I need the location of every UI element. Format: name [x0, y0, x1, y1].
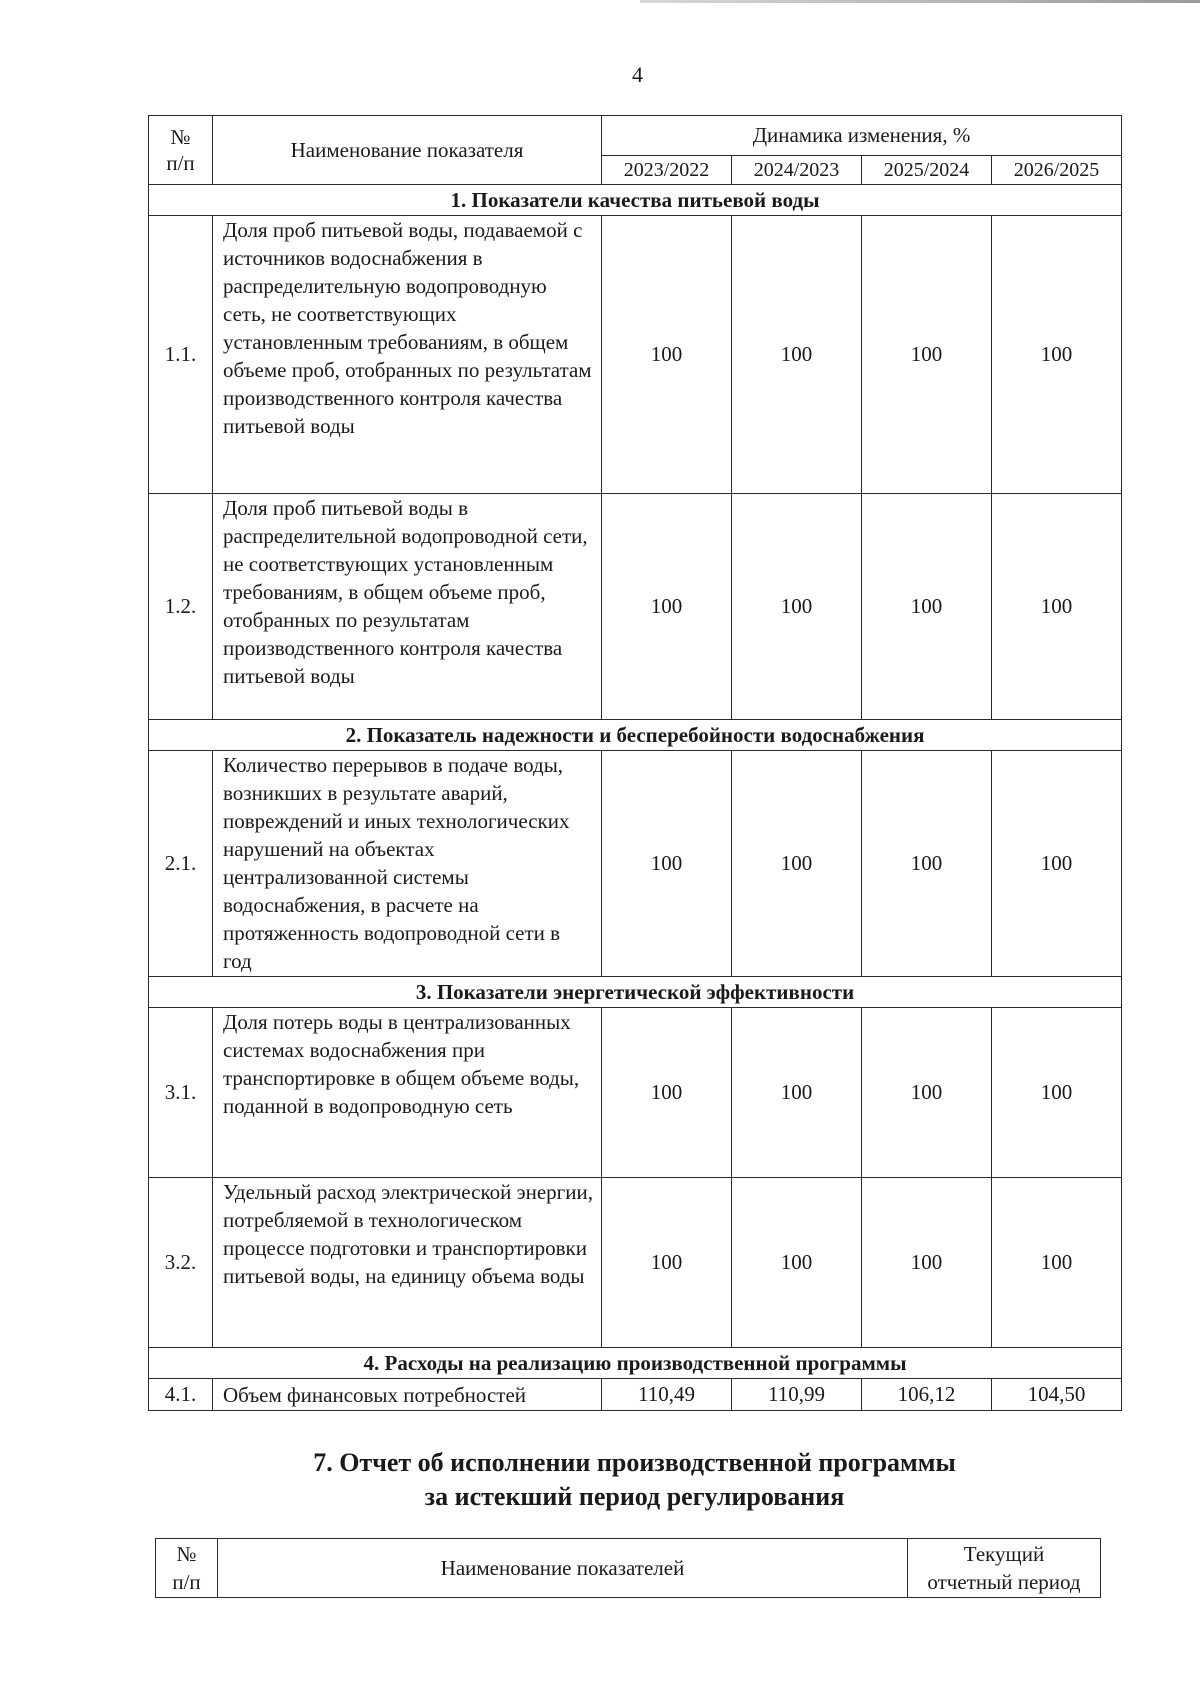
section-row — [149, 185, 1122, 216]
section-7-title-line1: 7. Отчет об исполнении производственной программы — [313, 1448, 956, 1477]
row-value: 106,12 — [862, 1379, 992, 1411]
row-value: 100 — [992, 751, 1122, 977]
row-value: 100 — [602, 751, 732, 977]
header-name: Наименование показателя — [213, 116, 602, 185]
indicators-table — [148, 115, 1122, 1411]
row-name: Количество перерывов в подаче воды, возникших в результате аварий, повреждений и иных технологических нарушений на объектах централизованной системы водоснабжения, в расчете на протяженность водопроводной сети в год — [213, 751, 602, 977]
row-value: 100 — [862, 216, 992, 494]
header-year: 2025/2024 — [862, 156, 992, 185]
report-header-num-l1: № — [176, 1542, 197, 1566]
table-row — [149, 1379, 1122, 1411]
row-value: 100 — [862, 751, 992, 977]
header-year: 2026/2025 — [992, 156, 1122, 185]
section-7-title — [148, 1446, 1121, 1514]
row-num: 1.1. — [149, 216, 213, 494]
report-header-row — [156, 1539, 1101, 1598]
report-header-period — [908, 1539, 1101, 1598]
table-row — [149, 494, 1122, 720]
row-name: Доля проб питьевой воды в распределительной водопроводной сети, не соответствующих установленным требованиям, в общем объеме проб, отобранных по результатам производственного контроля качества питьевой воды — [213, 494, 602, 720]
row-name: Доля проб питьевой воды, подаваемой с источников водоснабжения в распределительную водопроводную сеть, не соответствующих установленным требованиям, в общем объеме проб, отобранных по результатам производственного контроля качества питьевой воды — [213, 216, 602, 494]
row-num: 2.1. — [149, 751, 213, 977]
section-title: 4. Расходы на реализацию производственной программы — [149, 1348, 1122, 1379]
row-name: Удельный расход электрической энергии, потребляемой в технологическом процессе подготовки и транспортировки питьевой воды, на единицу объема воды — [213, 1178, 602, 1348]
row-num: 4.1. — [149, 1379, 213, 1411]
section-title: 2. Показатель надежности и бесперебойности водоснабжения — [149, 720, 1122, 751]
row-name: Объем финансовых потребностей — [213, 1379, 602, 1411]
report-header-num-l2: п/п — [172, 1570, 201, 1594]
row-value: 110,49 — [602, 1379, 732, 1411]
row-value: 100 — [602, 1178, 732, 1348]
row-value: 100 — [732, 494, 862, 720]
scan-edge-line — [640, 0, 1200, 3]
report-header-num — [156, 1539, 218, 1598]
header-num: № п/п — [149, 116, 213, 185]
report-table — [155, 1538, 1101, 1598]
section-title: 1. Показатели качества питьевой воды — [149, 185, 1122, 216]
table-row — [149, 751, 1122, 977]
header-year: 2023/2022 — [602, 156, 732, 185]
row-value: 100 — [602, 1008, 732, 1178]
row-num: 3.2. — [149, 1178, 213, 1348]
row-value: 100 — [992, 1008, 1122, 1178]
row-value: 110,99 — [732, 1379, 862, 1411]
row-value: 100 — [602, 494, 732, 720]
table-row — [149, 1008, 1122, 1178]
page-number: 4 — [632, 62, 643, 87]
row-value: 100 — [992, 494, 1122, 720]
row-value: 100 — [862, 1008, 992, 1178]
section-row — [149, 977, 1122, 1008]
row-num: 1.2. — [149, 494, 213, 720]
report-header-name: Наименование показателей — [218, 1539, 908, 1598]
row-value: 100 — [862, 1178, 992, 1348]
row-value: 100 — [992, 1178, 1122, 1348]
row-value: 100 — [732, 216, 862, 494]
report-header-period-l2: отчетный период — [927, 1570, 1081, 1594]
row-value: 100 — [862, 494, 992, 720]
report-header-period-l1: Текущий — [963, 1542, 1045, 1566]
row-name: Доля потерь воды в централизованных системах водоснабжения при транспортировке в общем объеме воды, поданной в водопроводную сеть — [213, 1008, 602, 1178]
header-year: 2024/2023 — [732, 156, 862, 185]
header-dynamics: Динамика изменения, % — [602, 116, 1122, 156]
row-value: 104,50 — [992, 1379, 1122, 1411]
row-value: 100 — [732, 1008, 862, 1178]
row-value: 100 — [602, 216, 732, 494]
table-row — [149, 1178, 1122, 1348]
section-row — [149, 720, 1122, 751]
row-value: 100 — [732, 751, 862, 977]
section-title: 3. Показатели энергетической эффективности — [149, 977, 1122, 1008]
row-num: 3.1. — [149, 1008, 213, 1178]
row-value: 100 — [992, 216, 1122, 494]
table-row — [149, 216, 1122, 494]
row-value: 100 — [732, 1178, 862, 1348]
section-7-title-line2: за истекший период регулирования — [424, 1482, 845, 1511]
section-row — [149, 1348, 1122, 1379]
